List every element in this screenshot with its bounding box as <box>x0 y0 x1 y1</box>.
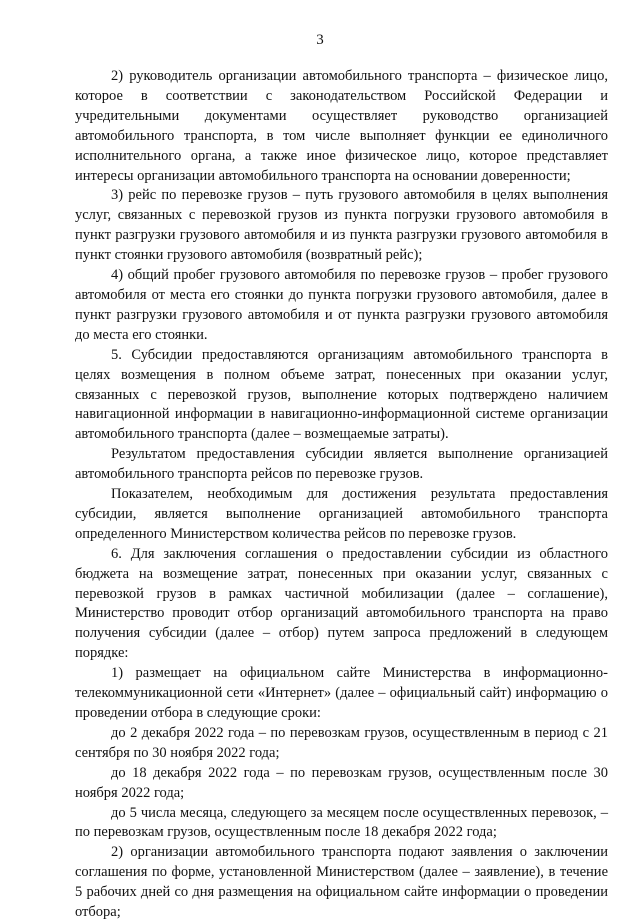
paragraph-item-3-trip: 3) рейс по перевозке грузов – путь грузового автомобиля в целях выполнения услуг, связанных с перевозкой грузов из пункта погрузки грузового автомобиля в пункт разгрузки грузового автомобиля и из пункта разгрузки грузового автомобиля в пункт стоянки грузового автомобиля (возвратный рейс); <box>75 187 608 264</box>
paragraph-deadline-dec-18: до 18 декабря 2022 года – по перевозкам грузов, осуществленным после 30 ноября 2022 года; <box>75 764 608 801</box>
paragraph-clause-6-selection: 6. Для заключения соглашения о предоставлении субсидии из областного бюджета на возмещение затрат, понесенных при оказании услуг, связанных с перевозкой грузов в рамках частичной мобилизации (далее – соглашение), Министерство проводит отбор организаций автомобильного транспорта на право получения субсидии (далее – отбор) путем запроса предложений в следующем порядке: <box>75 545 608 662</box>
paragraph-item-2-manager: 2) руководитель организации автомобильного транспорта – физическое лицо, которое в соответствии с законодательством Российской Федерации и учредительными документами осуществляет руководство организацией автомобильного транспорта, в том числе выполняет функции ее единоличного исполнительного органа, а также иное физическое лицо, которое представляет интересы организации автомобильного транспорта на основании доверенности; <box>75 68 608 184</box>
paragraph-deadline-dec-2: до 2 декабря 2022 года – по перевозкам грузов, осуществленным в период с 21 сентября по 30 ноября 2022 года; <box>75 724 608 761</box>
paragraph-item-4-mileage: 4) общий пробег грузового автомобиля по перевозке грузов – пробег грузового автомобиля от места его стоянки до пункта погрузки грузового автомобиля, далее в пункт разгрузки грузового автомобиля и от пункта разгрузки грузового автомобиля до места его стоянки. <box>75 267 608 343</box>
paragraph-indicator: Показателем, необходимым для достижения результата предоставления субсидии, является выполнение организацией автомобильного транспорта определенного Министерством количества рейсов по перевозке грузов. <box>75 486 608 542</box>
document-body <box>75 67 608 923</box>
paragraph-step-2-applications: 2) организации автомобильного транспорта подают заявления о заключении соглашения по форме, установленной Министерством (далее – заявление), в течение 5 рабочих дней со дня размещения на официальном сайте информации о проведении отбора; <box>75 844 608 921</box>
page-number: 3 <box>316 32 324 48</box>
paragraph-clause-5-subsidies: 5. Субсидии предоставляются организациям автомобильного транспорта в целях возмещения в полном объеме затрат, понесенных при оказании услуг, связанных с перевозкой грузов, выполнение которых подтверждено наличием навигационной информации в навигационно-информационной системе организации автомобильного транспорта (далее – возмещаемые затраты). <box>75 346 608 443</box>
paragraph-deadline-monthly: до 5 числа месяца, следующего за месяцем после осуществленных перевозок, – по перевозкам грузов, осуществленным после 18 декабря 2022 года; <box>75 804 608 841</box>
paragraph-step-1-publish: 1) размещает на официальном сайте Министерства в информационно-телекоммуникационной сети «Интернет» (далее – официальный сайт) информацию о проведении отбора в следующие сроки: <box>75 665 608 721</box>
paragraph-result: Результатом предоставления субсидии является выполнение организацией автомобильного транспорта рейсов по перевозке грузов. <box>75 446 608 483</box>
